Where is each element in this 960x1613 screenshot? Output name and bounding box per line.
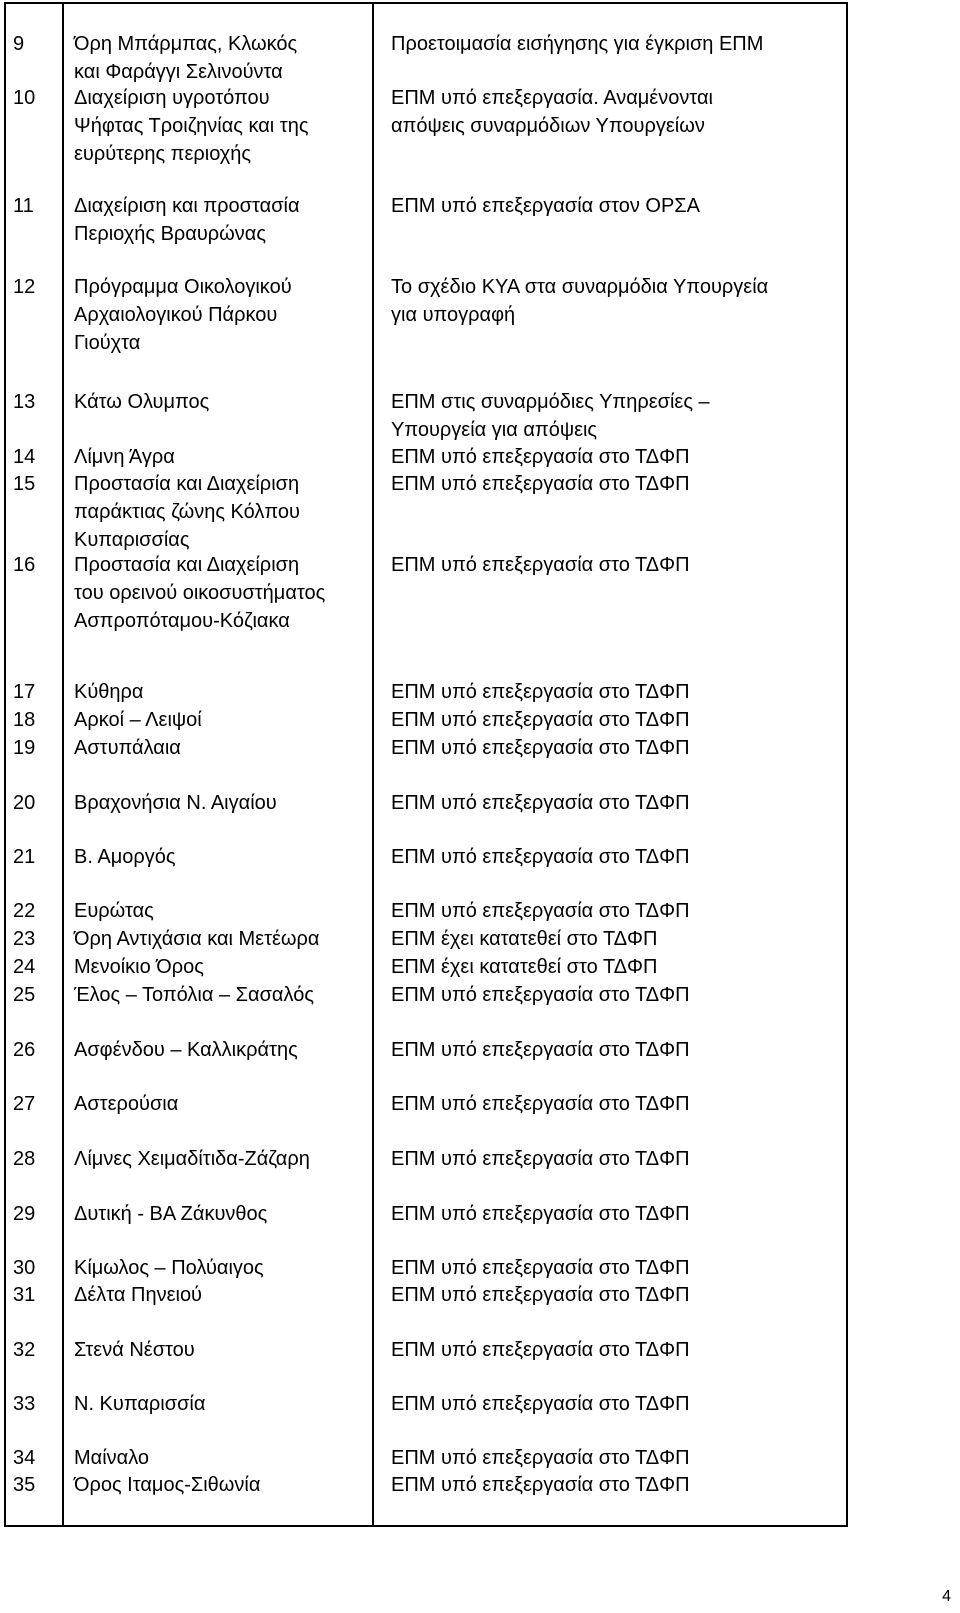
area-status: ΕΠΜ υπό επεξεργασία στο ΤΔΦΠ [391,1447,690,1469]
row-number: 14 [13,446,36,468]
area-name: Μενοίκιο Όρος [74,956,204,978]
table-right-border [846,2,848,1527]
area-name: Δέλτα Πηνειού [74,1284,202,1306]
area-status: ΕΠΜ υπό επεξεργασία στον ΟΡΣΑ [391,195,701,217]
row-number: 19 [13,737,36,759]
area-name: Λίμνη Άγρα [74,446,175,468]
table-bottom-border [4,1525,848,1527]
area-status: ΕΠΜ υπό επεξεργασία στο ΤΔΦΠ [391,1203,690,1225]
area-name: Προστασία και Διαχείριση παράκτιας ζώνης Κόλπου Κυπαρισσίας [74,473,300,551]
area-status: ΕΠΜ υπό επεξεργασία. Αναμένονται απόψεις συναρμόδιων Υπουργείων [391,87,713,137]
area-status: ΕΠΜ στις συναρμόδιες Υπηρεσίες – Υπουργεία για απόψεις [391,391,710,441]
area-status: ΕΠΜ υπό επεξεργασία στο ΤΔΦΠ [391,709,690,731]
row-number: 28 [13,1148,36,1170]
area-status: ΕΠΜ υπό επεξεργασία στο ΤΔΦΠ [391,1148,690,1170]
row-number: 24 [13,956,36,978]
area-name: Διαχείριση υγροτόπου Ψήφτας Τροιζηνίας και της ευρύτερης περιοχής [74,87,309,165]
row-number: 30 [13,1257,36,1279]
area-name: Βραχονήσια Ν. Αιγαίου [74,792,277,814]
row-number: 27 [13,1093,36,1115]
area-status: ΕΠΜ υπό επεξεργασία στο ΤΔΦΠ [391,1474,690,1496]
area-name: Ευρώτας [74,900,154,922]
area-status: ΕΠΜ έχει κατατεθεί στο ΤΔΦΠ [391,928,658,950]
area-name: Ασφένδου – Καλλικράτης [74,1039,298,1061]
area-name: Αστερούσια [74,1093,179,1115]
row-number: 35 [13,1474,36,1496]
area-status: ΕΠΜ υπό επεξεργασία στο ΤΔΦΠ [391,900,690,922]
area-name: Στενά Νέστου [74,1339,195,1361]
row-number: 32 [13,1339,36,1361]
row-number: 23 [13,928,36,950]
area-name: Μαίναλο [74,1447,150,1469]
area-name: Αρκοί – Λειψοί [74,709,202,731]
row-number: 20 [13,792,36,814]
row-number: 22 [13,900,36,922]
row-number: 9 [13,33,25,55]
area-status: ΕΠΜ υπό επεξεργασία στο ΤΔΦΠ [391,681,690,703]
row-number: 29 [13,1203,36,1225]
area-name: Όρη Αντιχάσια και Μετέωρα [74,928,320,950]
area-name: Λίμνες Χειμαδίτιδα-Ζάζαρη [74,1148,310,1170]
area-status: ΕΠΜ υπό επεξεργασία στο ΤΔΦΠ [391,737,690,759]
area-status: ΕΠΜ υπό επεξεργασία στο ΤΔΦΠ [391,1093,690,1115]
row-number: 16 [13,554,36,576]
area-status: Προετοιμασία εισήγησης για έγκριση ΕΠΜ [391,33,764,55]
area-status: ΕΠΜ υπό επεξεργασία στο ΤΔΦΠ [391,1039,690,1061]
area-name: Διαχείριση και προστασία Περιοχής Βραυρώνας [74,195,300,245]
table-top-border [4,2,848,4]
area-status: ΕΠΜ υπό επεξεργασία στο ΤΔΦΠ [391,473,690,495]
row-number: 15 [13,473,36,495]
row-number: 21 [13,846,36,868]
row-number: 11 [13,195,34,217]
row-number: 10 [13,87,36,109]
table-left-border [4,2,6,1527]
area-name: Πρόγραμμα Οικολογικού Αρχαιολογικού Πάρκου Γιούχτα [74,276,292,354]
area-status: ΕΠΜ υπό επεξεργασία στο ΤΔΦΠ [391,1284,690,1306]
area-status: ΕΠΜ υπό επεξεργασία στο ΤΔΦΠ [391,792,690,814]
area-status: ΕΠΜ υπό επεξεργασία στο ΤΔΦΠ [391,984,690,1006]
area-name: Κάτω Ολυμπος [74,391,210,413]
area-status: ΕΠΜ υπό επεξεργασία στο ΤΔΦΠ [391,846,690,868]
area-name: Δυτική - ΒΑ Ζάκυνθος [74,1203,268,1225]
row-number: 33 [13,1393,36,1415]
area-name: Κίμωλος – Πολύαιγος [74,1257,264,1279]
area-status: ΕΠΜ υπό επεξεργασία στο ΤΔΦΠ [391,1339,690,1361]
row-number: 18 [13,709,36,731]
area-name: Αστυπάλαια [74,737,181,759]
area-name: Έλος – Τοπόλια – Σασαλός [74,984,314,1006]
area-status: ΕΠΜ υπό επεξεργασία στο ΤΔΦΠ [391,1393,690,1415]
column-divider-1 [62,2,64,1527]
area-name: Όρος Ιταμος-Σιθωνία [74,1474,261,1496]
row-number: 13 [13,391,36,413]
row-number: 12 [13,276,36,298]
area-status: Το σχέδιο ΚΥΑ στα συναρμόδια Υπουργεία για υπογραφή [391,276,769,326]
area-name: Β. Αμοργός [74,846,176,868]
column-divider-2 [372,2,374,1527]
row-number: 25 [13,984,36,1006]
area-name: Κύθηρα [74,681,144,703]
area-name: Προστασία και Διαχείριση του ορεινού οικοσυστήματος Ασπροπόταμου-Κόζιακα [74,554,326,632]
row-number: 31 [13,1284,36,1306]
area-status: ΕΠΜ υπό επεξεργασία στο ΤΔΦΠ [391,446,690,468]
row-number: 34 [13,1447,36,1469]
page-number: 4 [942,1588,951,1605]
area-status: ΕΠΜ υπό επεξεργασία στο ΤΔΦΠ [391,1257,690,1279]
row-number: 17 [13,681,36,703]
row-number: 26 [13,1039,36,1061]
area-name: Ν. Κυπαρισσία [74,1393,206,1415]
area-status: ΕΠΜ έχει κατατεθεί στο ΤΔΦΠ [391,956,658,978]
area-status: ΕΠΜ υπό επεξεργασία στο ΤΔΦΠ [391,554,690,576]
area-name: Όρη Μπάρμπας, Κλωκός και Φαράγγι Σελινούντα [74,33,298,83]
